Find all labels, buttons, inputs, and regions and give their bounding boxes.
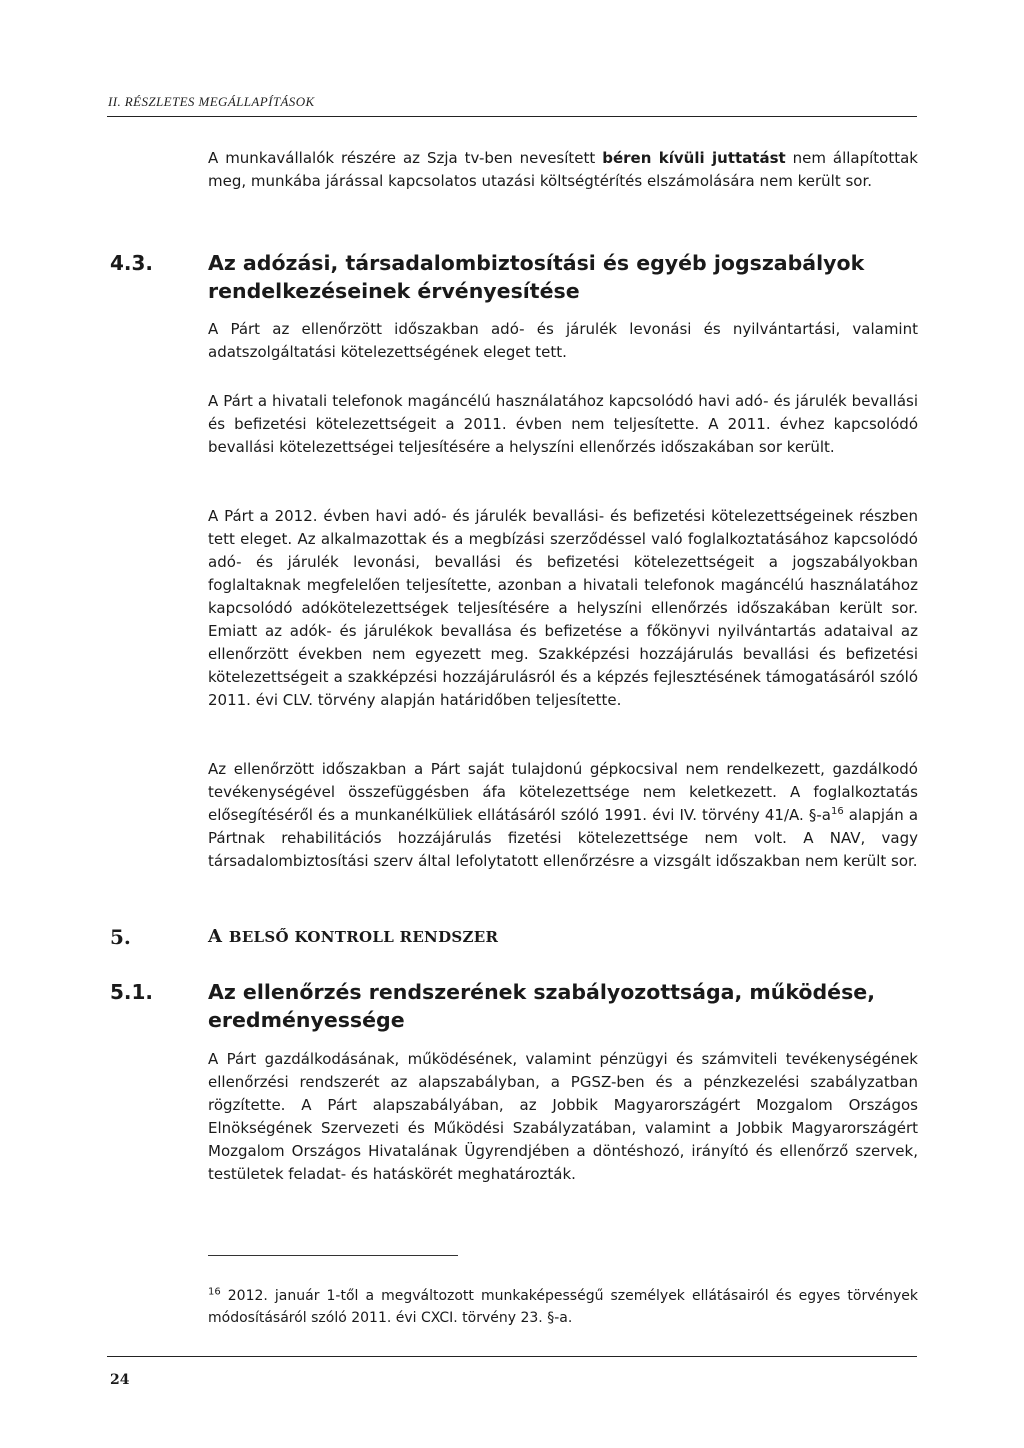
- chapter-title-part: A: [208, 926, 229, 947]
- paragraph-text: A Párt a hivatali telefonok magáncélú használatához kapcsolódó havi adó- és járulék bevallási és befizetési kötelezettségeit a 2011. évben nem teljesítette. A 2011. évhez kapcsolódó bevallási kötelezettségei teljesítésére a helyszíni ellenőrzés időszakában sor került.: [208, 392, 918, 456]
- section-title-5-1: Az ellenőrzés rendszerének szabályozottsága, működése, eredményessége: [208, 980, 875, 1032]
- paragraph-text: A Párt az ellenőrzött időszakban adó- és járulék levonási és nyilvántartási, valamint adatszolgáltatási kötelezettségének eleget tett.: [208, 320, 918, 361]
- footnote-text: 2012. január 1-től a megváltozott munkaképességű személyek ellátásairól és egyes törvények módosításáról szóló 2011. évi CXCI. törvény 23. §-a.: [208, 1288, 918, 1326]
- section-title-4-3: Az adózási, társadalombiztosítási és egyéb jogszabályok rendelkezéseinek érvényesítése: [208, 251, 865, 303]
- section-4-3-paragraph-1: [208, 318, 918, 364]
- chapter-title-part: RENDSZER: [399, 928, 499, 946]
- paragraph-text-before: Az ellenőrzött időszakban a Párt saját tulajdonú gépkocsival nem rendelkezett, gazdálkodó tevékenységével összefüggésben áfa kötelezettsége nem keletkezett. A foglalkoztatás elősegítéséről és a munkanélküliek ellátásáról szóló 1991. évi IV. törvény 41/A. §-a: [208, 760, 918, 824]
- chapter-title-part: KONTROLL: [294, 928, 400, 946]
- intro-text-before: A munkavállalók részére az Szja tv-ben nevesített: [208, 149, 603, 167]
- footnote-separator: [208, 1255, 458, 1256]
- footnote-16: [208, 1285, 918, 1329]
- page-number: 24: [110, 1372, 130, 1388]
- section-4-3-paragraph-3: [208, 505, 918, 712]
- intro-bold-term: béren kívüli juttatást: [602, 149, 786, 167]
- footnote-marker: 16: [208, 1286, 221, 1298]
- chapter-title-part: BELSŐ: [228, 928, 295, 946]
- section-4-3-paragraph-2: [208, 390, 918, 459]
- running-header: II. RÉSZLETES MEGÁLLAPÍTÁSOK: [108, 94, 315, 109]
- section-5-1-paragraph: [208, 1048, 918, 1186]
- footnote-reference[interactable]: 16: [830, 806, 844, 817]
- footer-rule: [107, 1356, 917, 1357]
- section-number-4-3: 4.3.: [110, 251, 154, 275]
- intro-paragraph: [208, 147, 918, 193]
- paragraph-text-after: alapján a Pártnak rehabilitációs hozzájárulás fizetési kötelezettsége nem volt. A NAV, vagy társadalombiztosítási szerv által lefolytatott ellenőrzésre a vizsgált időszakban nem került sor.: [208, 806, 919, 870]
- chapter-number-5: 5.: [110, 925, 131, 949]
- paragraph-text: A Párt gazdálkodásának, működésének, valamint pénzügyi és számviteli tevékenységének ellenőrzési rendszerét az alapszabályban, a PGSZ-ben és a pénzkezelési szabályzatban rögzítette. A Párt alapszabályában, az Jobbik Magyarországért Mozgalom Országos Elnökségének Szervezeti és Működési Szabályzatában, valamint a Jobbik Magyarországért Mozgalom Országos Hivatalának Ügyrendjében a döntéshozó, irányító és ellenőrző szervek, testületek feladat- és hatáskörét meghatározták.: [208, 1050, 918, 1183]
- header-rule: [107, 116, 917, 117]
- chapter-title-5: [208, 924, 498, 950]
- intro-text-after: nem állapítottak meg, munkába járással kapcsolatos utazási költségtérítés elszámolására nem került sor.: [208, 149, 918, 190]
- section-4-3-paragraph-4: [208, 758, 918, 873]
- section-number-5-1: 5.1.: [110, 980, 154, 1004]
- paragraph-text: A Párt a 2012. évben havi adó- és járulék bevallási- és befizetési kötelezettségeinek részben tett eleget. Az alkalmazottak és a megbízási szerződéssel való foglalkoztatásához kapcsolódó adó- és járulék levonási, bevallási és befizetési kötelezettségeit a jogszabályokban foglaltaknak megfelelően teljesítette, azonban a hivatali telefonok magáncélú használatához kapcsolódó adókötelezettségek teljesítésére a helyszíni ellenőrzés időszakában került sor. Emiatt az adók- és járulékok bevallása és befizetése a főkönyvi nyilvántartás adataival az ellenőrzött években nem egyezett meg. Szakképzési hozzájárulás bevallási és befizetési kötelezettségeit a szakképzési hozzájárulásról és a képzés fejlesztésének támogatásáról szóló 2011. évi CLV. törvény alapján határidőben teljesítette.: [208, 507, 918, 709]
